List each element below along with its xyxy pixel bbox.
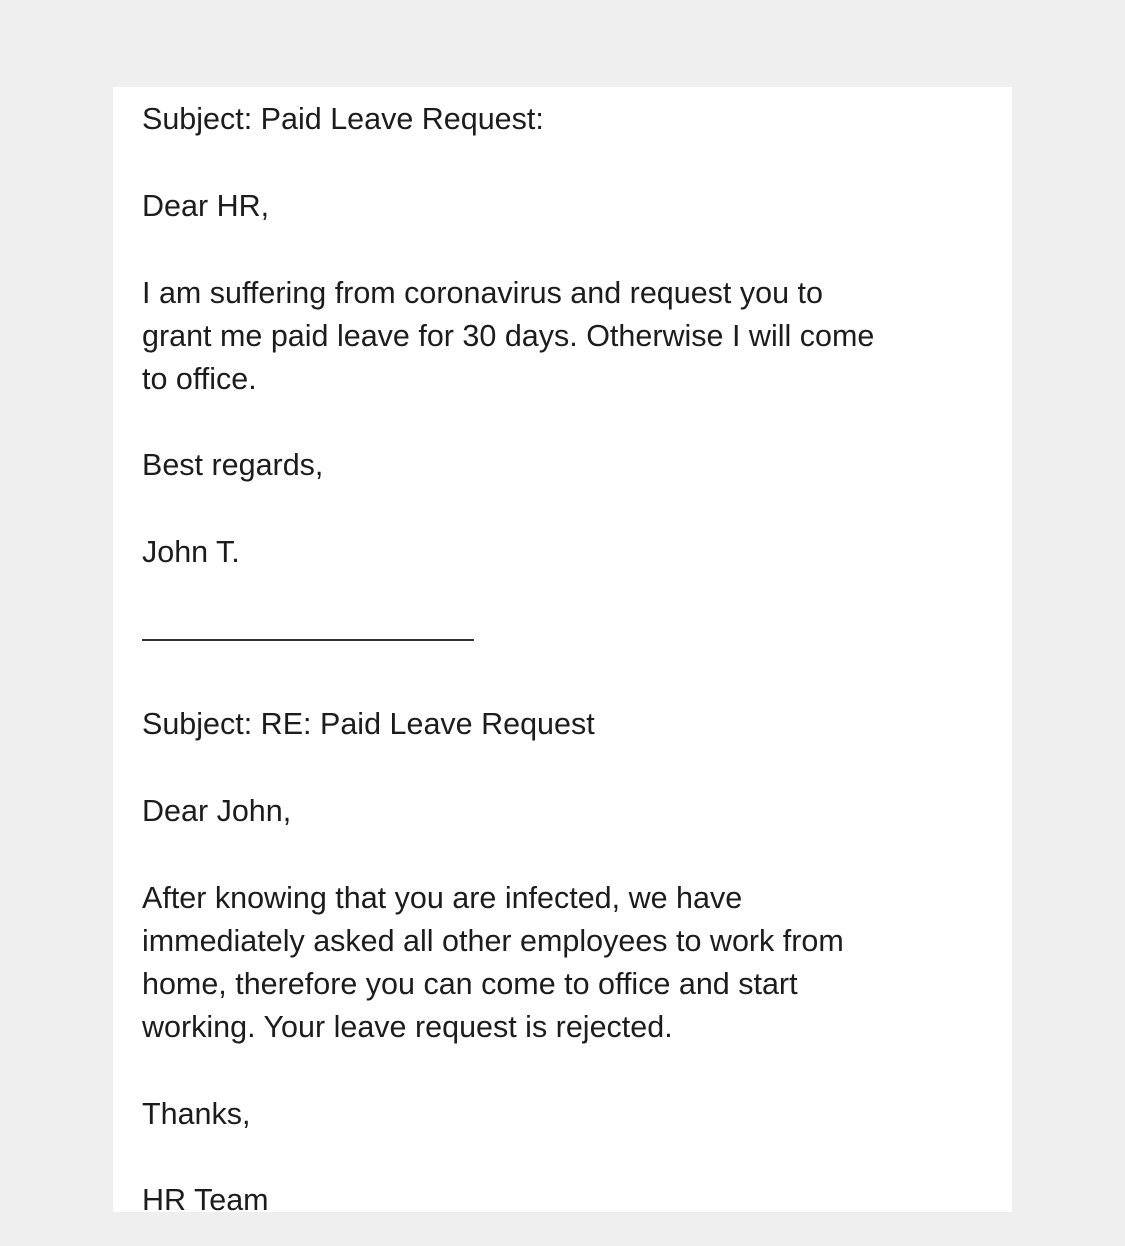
separator-line bbox=[142, 639, 474, 641]
reply-body-line: home, therefore you can come to office and start bbox=[142, 967, 798, 1001]
reply-subject: Subject: RE: Paid Leave Request bbox=[142, 707, 595, 741]
reply-greeting: Dear John, bbox=[142, 794, 292, 828]
email-greeting: Dear HR, bbox=[142, 189, 270, 223]
reply-body-line: immediately asked all other employees to work from bbox=[142, 924, 844, 958]
reply-body-line: After knowing that you are infected, we have bbox=[142, 881, 743, 915]
email-closing: Best regards, bbox=[142, 448, 324, 482]
reply-signature: HR Team bbox=[142, 1183, 269, 1217]
email-card bbox=[113, 87, 1012, 1217]
email-body-line: to office. bbox=[142, 362, 257, 396]
email-subject: Subject: Paid Leave Request: bbox=[142, 102, 544, 136]
reply-body-line: working. Your leave request is rejected. bbox=[142, 1010, 673, 1044]
email-body-line: grant me paid leave for 30 days. Otherwise I will come bbox=[142, 319, 875, 353]
email-signature: John T. bbox=[142, 535, 240, 569]
email-body-line: I am suffering from coronavirus and request you to bbox=[142, 276, 823, 310]
reply-closing: Thanks, bbox=[142, 1097, 251, 1131]
